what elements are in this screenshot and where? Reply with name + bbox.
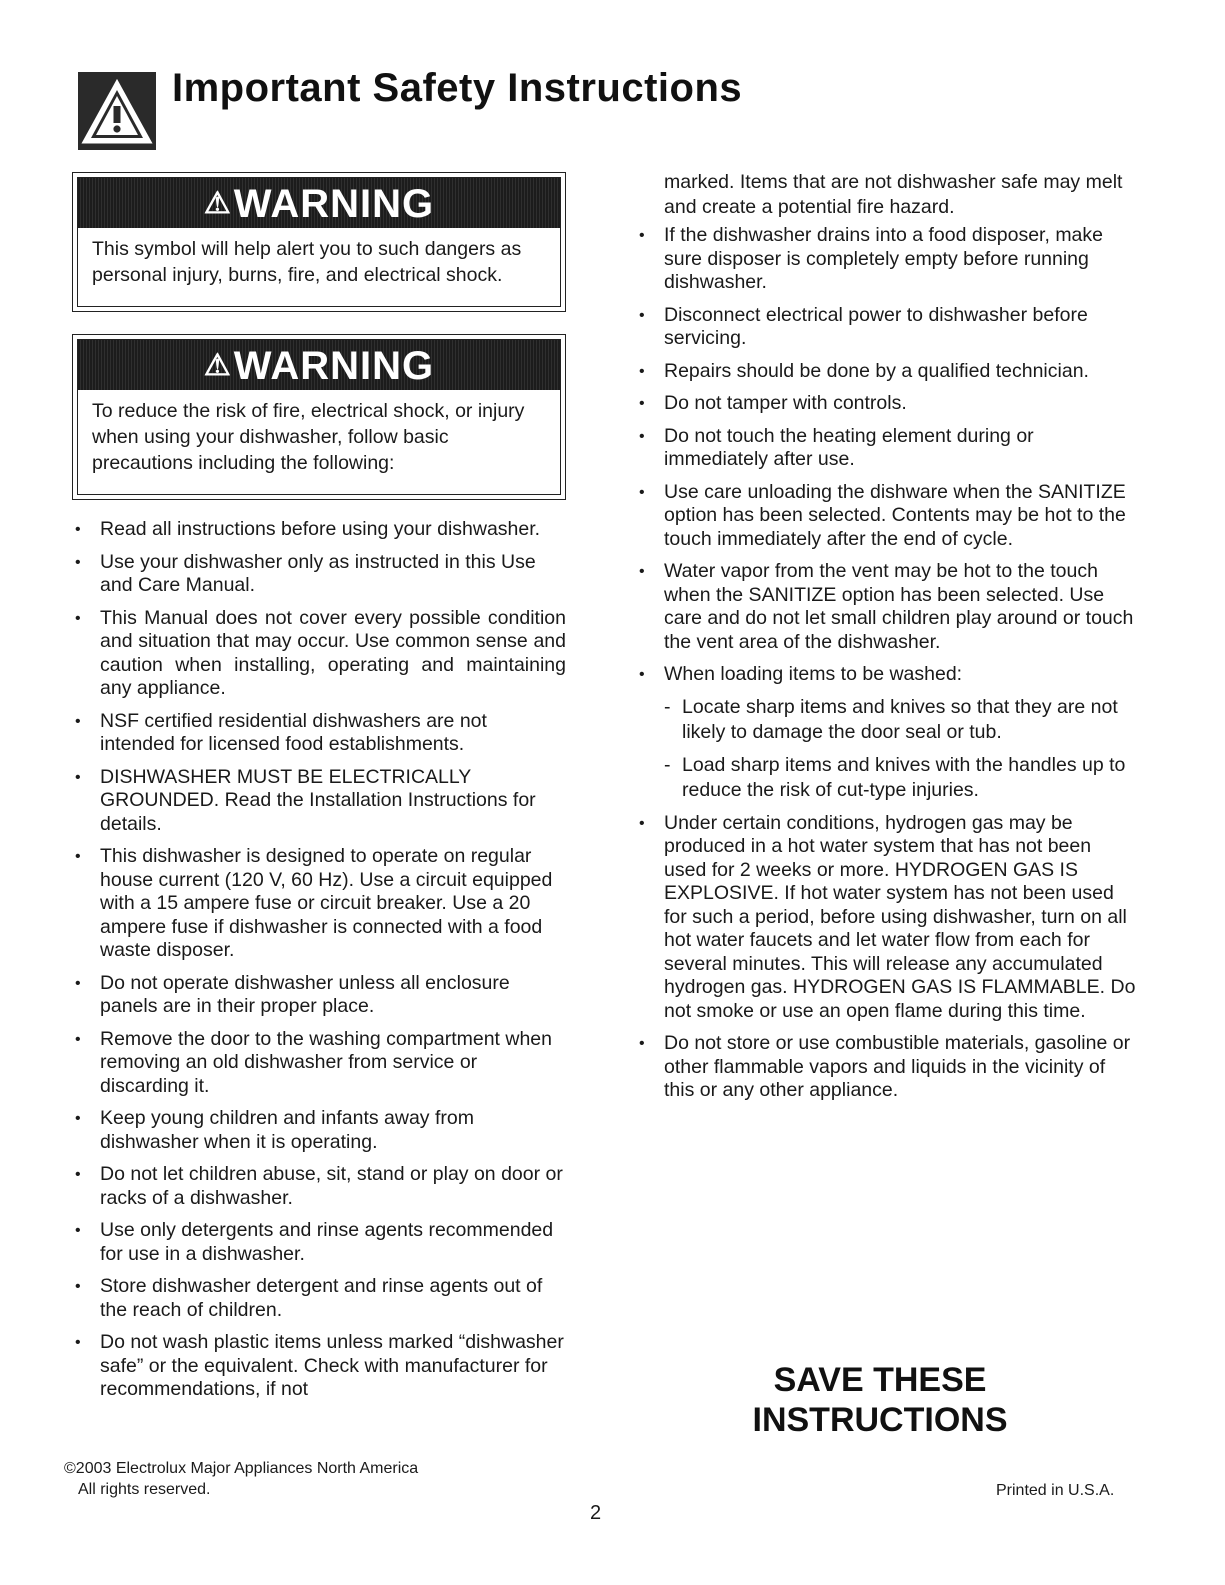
sub-list-item: - Locate sharp items and knives so that they are not likely to damage the door seal or tub. bbox=[664, 695, 1118, 743]
list-item: • Repairs should be done by a qualified technician. bbox=[639, 359, 1089, 382]
alert-triangle-icon: ⚠ bbox=[203, 349, 232, 382]
warning-triangle-icon bbox=[78, 72, 156, 150]
warning-text: To reduce the risk of fire, electrical shock, or injury when using your dishwasher, follow basic precautions including the following: bbox=[92, 400, 525, 474]
list-item: • DISHWASHER MUST BE ELECTRICALLY GROUNDED. Read the Installation Instructions for details. bbox=[75, 765, 536, 835]
list-item: • Use only detergents and rinse agents recommended for use in a dishwasher. bbox=[75, 1219, 554, 1265]
warning-box-precautions bbox=[72, 334, 566, 500]
sub-list-item: - Load sharp items and knives with the handles up to reduce the risk of cut-type injuries. bbox=[664, 753, 1126, 801]
list-item: • Do not touch the heating element during or immediately after use. bbox=[639, 424, 1034, 470]
list-item: • Do not let children abuse, sit, stand or play on door or racks of a dishwasher. bbox=[75, 1163, 563, 1209]
list-item: • Do not operate dishwasher unless all enclosure panels are in their proper place. bbox=[75, 971, 510, 1017]
warning-banner bbox=[78, 340, 560, 390]
warning-box-symbol bbox=[72, 172, 566, 312]
list-item: • This dishwasher is designed to operate on regular house current (120 V, 60 Hz). Use a circuit equipped with a 15 ampere fuse or circuit breaker. Use a 20 ampere fuse if dishwasher is connected with a food waste disposer. bbox=[75, 845, 553, 961]
list-item: • When loading items to be washed: - Locate sharp items and knives so that they are not likely to damage the door seal or tub. - Load sharp items and knives with the handles up to reduce the risk of cut-type injuries. bbox=[636, 663, 1136, 803]
list-item: • Remove the door to the washing compartment when removing an old dishwasher from service or discarding it. bbox=[75, 1027, 552, 1097]
list-item: • Do not wash plastic items unless marked “dishwasher safe” or the equivalent. Check with manufacturer for recommendations, if not bbox=[75, 1331, 564, 1400]
list-item: • This Manual does not cover every possible condition and situation that may occur. Use common sense and caution when installing, operating and maintaining any appliance. bbox=[75, 606, 566, 699]
right-safety-list bbox=[636, 224, 1136, 1112]
list-item: • NSF certified residential dishwashers are not intended for licensed food establishments. bbox=[75, 709, 487, 755]
warning-label: WARNING bbox=[233, 344, 435, 388]
list-item: • Under certain conditions, hydrogen gas may be produced in a hot water system that has not been used for 2 weeks or more. HYDROGEN GAS IS EXPLOSIVE. If hot water system has not been used for such a period, before using dishwasher, turn on all hot water faucets and let water flow from each for several minutes. This will release any accumulated hydrogen gas. HYDROGEN GAS IS FLAMMABLE. Do not smoke or use an open flame during this time. bbox=[639, 811, 1136, 1022]
page-title: Important Safety Instructions bbox=[172, 66, 743, 110]
list-item: • Read all instructions before using your dishwasher. bbox=[75, 518, 541, 540]
warning-banner bbox=[78, 178, 560, 228]
list-item: • Do not store or use combustible materials, gasoline or other flammable vapors and liquids in the vicinity of this or any other appliance. bbox=[639, 1032, 1131, 1101]
alert-triangle-icon: ⚠ bbox=[203, 187, 232, 220]
list-item: • If the dishwasher drains into a food disposer, make sure disposer is completely empty before running dishwasher. bbox=[639, 224, 1103, 293]
page-number: 2 bbox=[590, 1502, 602, 1524]
list-item: • Keep young children and infants away from dishwasher when it is operating. bbox=[75, 1107, 474, 1153]
list-item: • Use your dishwasher only as instructed in this Use and Care Manual. bbox=[75, 550, 536, 596]
save-instructions-heading: SAVE THESE INSTRUCTIONS bbox=[752, 1361, 1008, 1439]
left-safety-list bbox=[72, 518, 566, 1411]
warning-text: This symbol will help alert you to such dangers as personal injury, burns, fire, and electrical shock. bbox=[92, 238, 522, 286]
continued-text: marked. Items that are not dishwasher safe may melt and create a potential fire hazard. bbox=[664, 171, 1123, 218]
list-item: • Disconnect electrical power to dishwasher before servicing. bbox=[639, 303, 1088, 349]
copyright-notice: ©2003 Electrolux Major Appliances North America All rights reserved. bbox=[64, 1460, 419, 1498]
list-item: • Water vapor from the vent may be hot to the touch when the SANITIZE option has been selected. Use care and do not let small children play around or touch the vent area of the dishwasher. bbox=[639, 560, 1134, 653]
warning-label: WARNING bbox=[233, 182, 435, 226]
list-item: • Store dishwasher detergent and rinse agents out of the reach of children. bbox=[75, 1275, 543, 1321]
printed-in-notice: Printed in U.S.A. bbox=[996, 1482, 1115, 1499]
list-item: • Use care unloading the dishware when the SANITIZE option has been selected. Contents may be hot to the touch immediately after the end of cycle. bbox=[639, 480, 1126, 550]
list-item: • Do not tamper with controls. bbox=[639, 392, 907, 414]
